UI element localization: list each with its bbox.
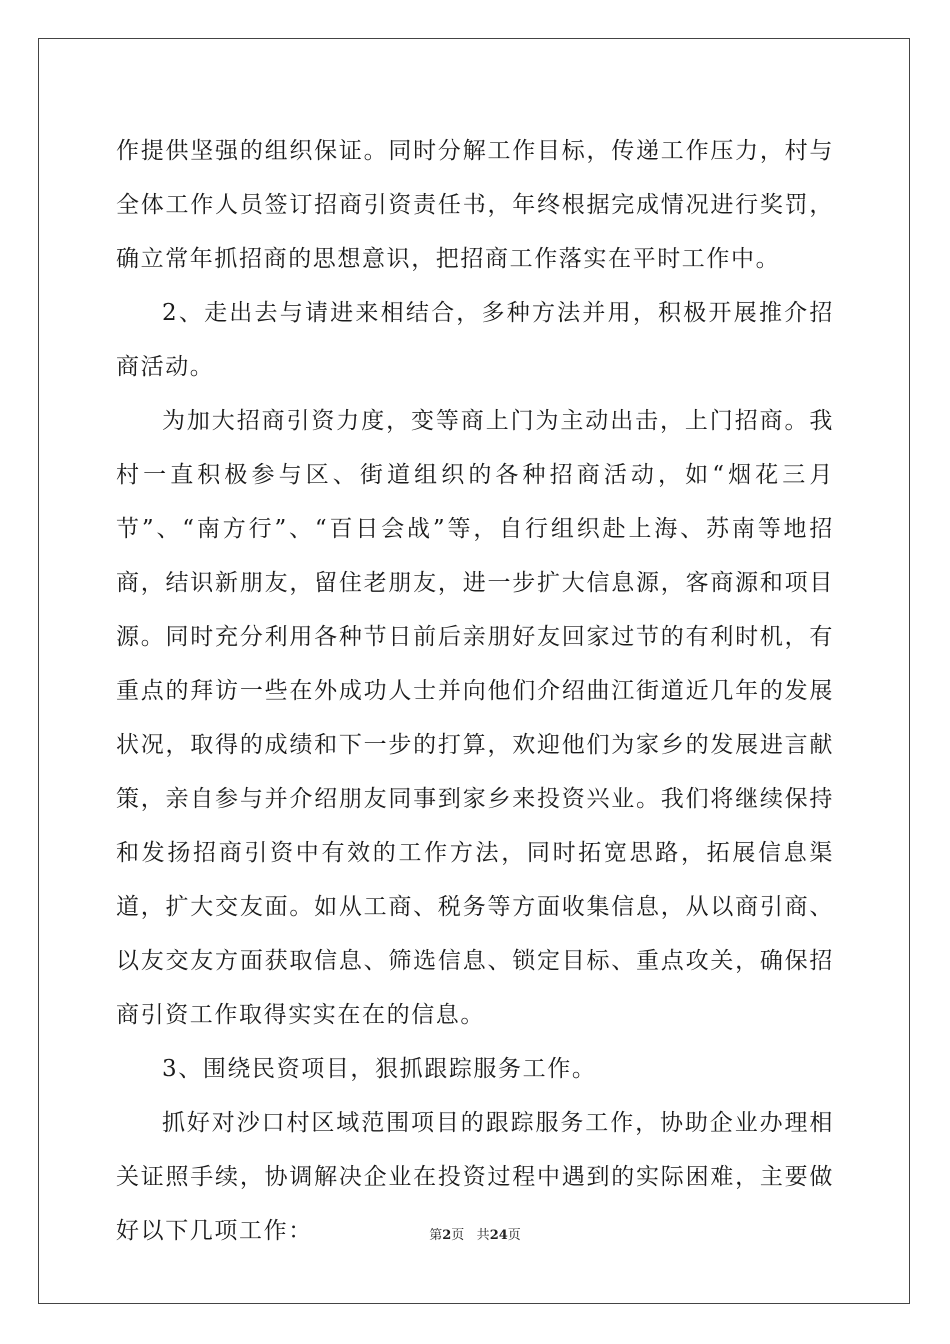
footer-total-suffix: 页 [507,1228,521,1243]
page-footer [0,1224,950,1243]
footer-page-suffix: 页 [451,1228,465,1243]
section-heading-3: 3、围绕民资项目，狠抓跟踪服务工作。 [162,1056,597,1082]
footer-total-pages: 24 [489,1228,508,1243]
document-body [116,124,834,1258]
paragraph-continuation: 作提供坚强的组织保证。同时分解工作目标，传递工作压力，村与全体工作人员签订招商引资责任书，年终根据完成情况进行奖罚，确立常年抓招商的思想意识，把招商工作落实在平时工作中。 [116,138,834,272]
footer-page-prefix: 第 [429,1228,443,1243]
footer-page-number: 2 [442,1228,452,1243]
footer-total-prefix: 共 [476,1228,490,1243]
paragraph-follow-up: 抓好对沙口村区域范围项目的跟踪服务工作，协助企业办理相关证照手续，协调解决企业在投资过程中遇到的实际困难，主要做好以下几项工作： [116,1110,834,1244]
paragraph-promotion: 为加大招商引资力度，变等商上门为主动出击，上门招商。我村一直积极参与区、街道组织的各种招商活动，如“烟花三月节”、“南方行”、“百日会战”等，自行组织赴上海、苏南等地招商，结识新朋友，留住老朋友，进一步扩大信息源，客商源和项目源。同时充分利用各种节日前后亲朋好友回家过节的有利时机，有重点的拜访一些在外成功人士并向他们介绍曲江街道近几年的发展状况，取得的成绩和下一步的打算，欢迎他们为家乡的发展进言献策，亲自参与并介绍朋友同事到家乡来投资兴业。我们将继续保持和发扬招商引资中有效的工作方法，同时拓宽思路，拓展信息渠道，扩大交友面。如从工商、税务等方面收集信息，从以商引商、以友交友方面获取信息、筛选信息、锁定目标、重点攻关，确保招商引资工作取得实实在在的信息。 [116,408,834,1028]
section-heading-2: 2、走出去与请进来相结合，多种方法并用，积极开展推介招商活动。 [116,300,834,380]
